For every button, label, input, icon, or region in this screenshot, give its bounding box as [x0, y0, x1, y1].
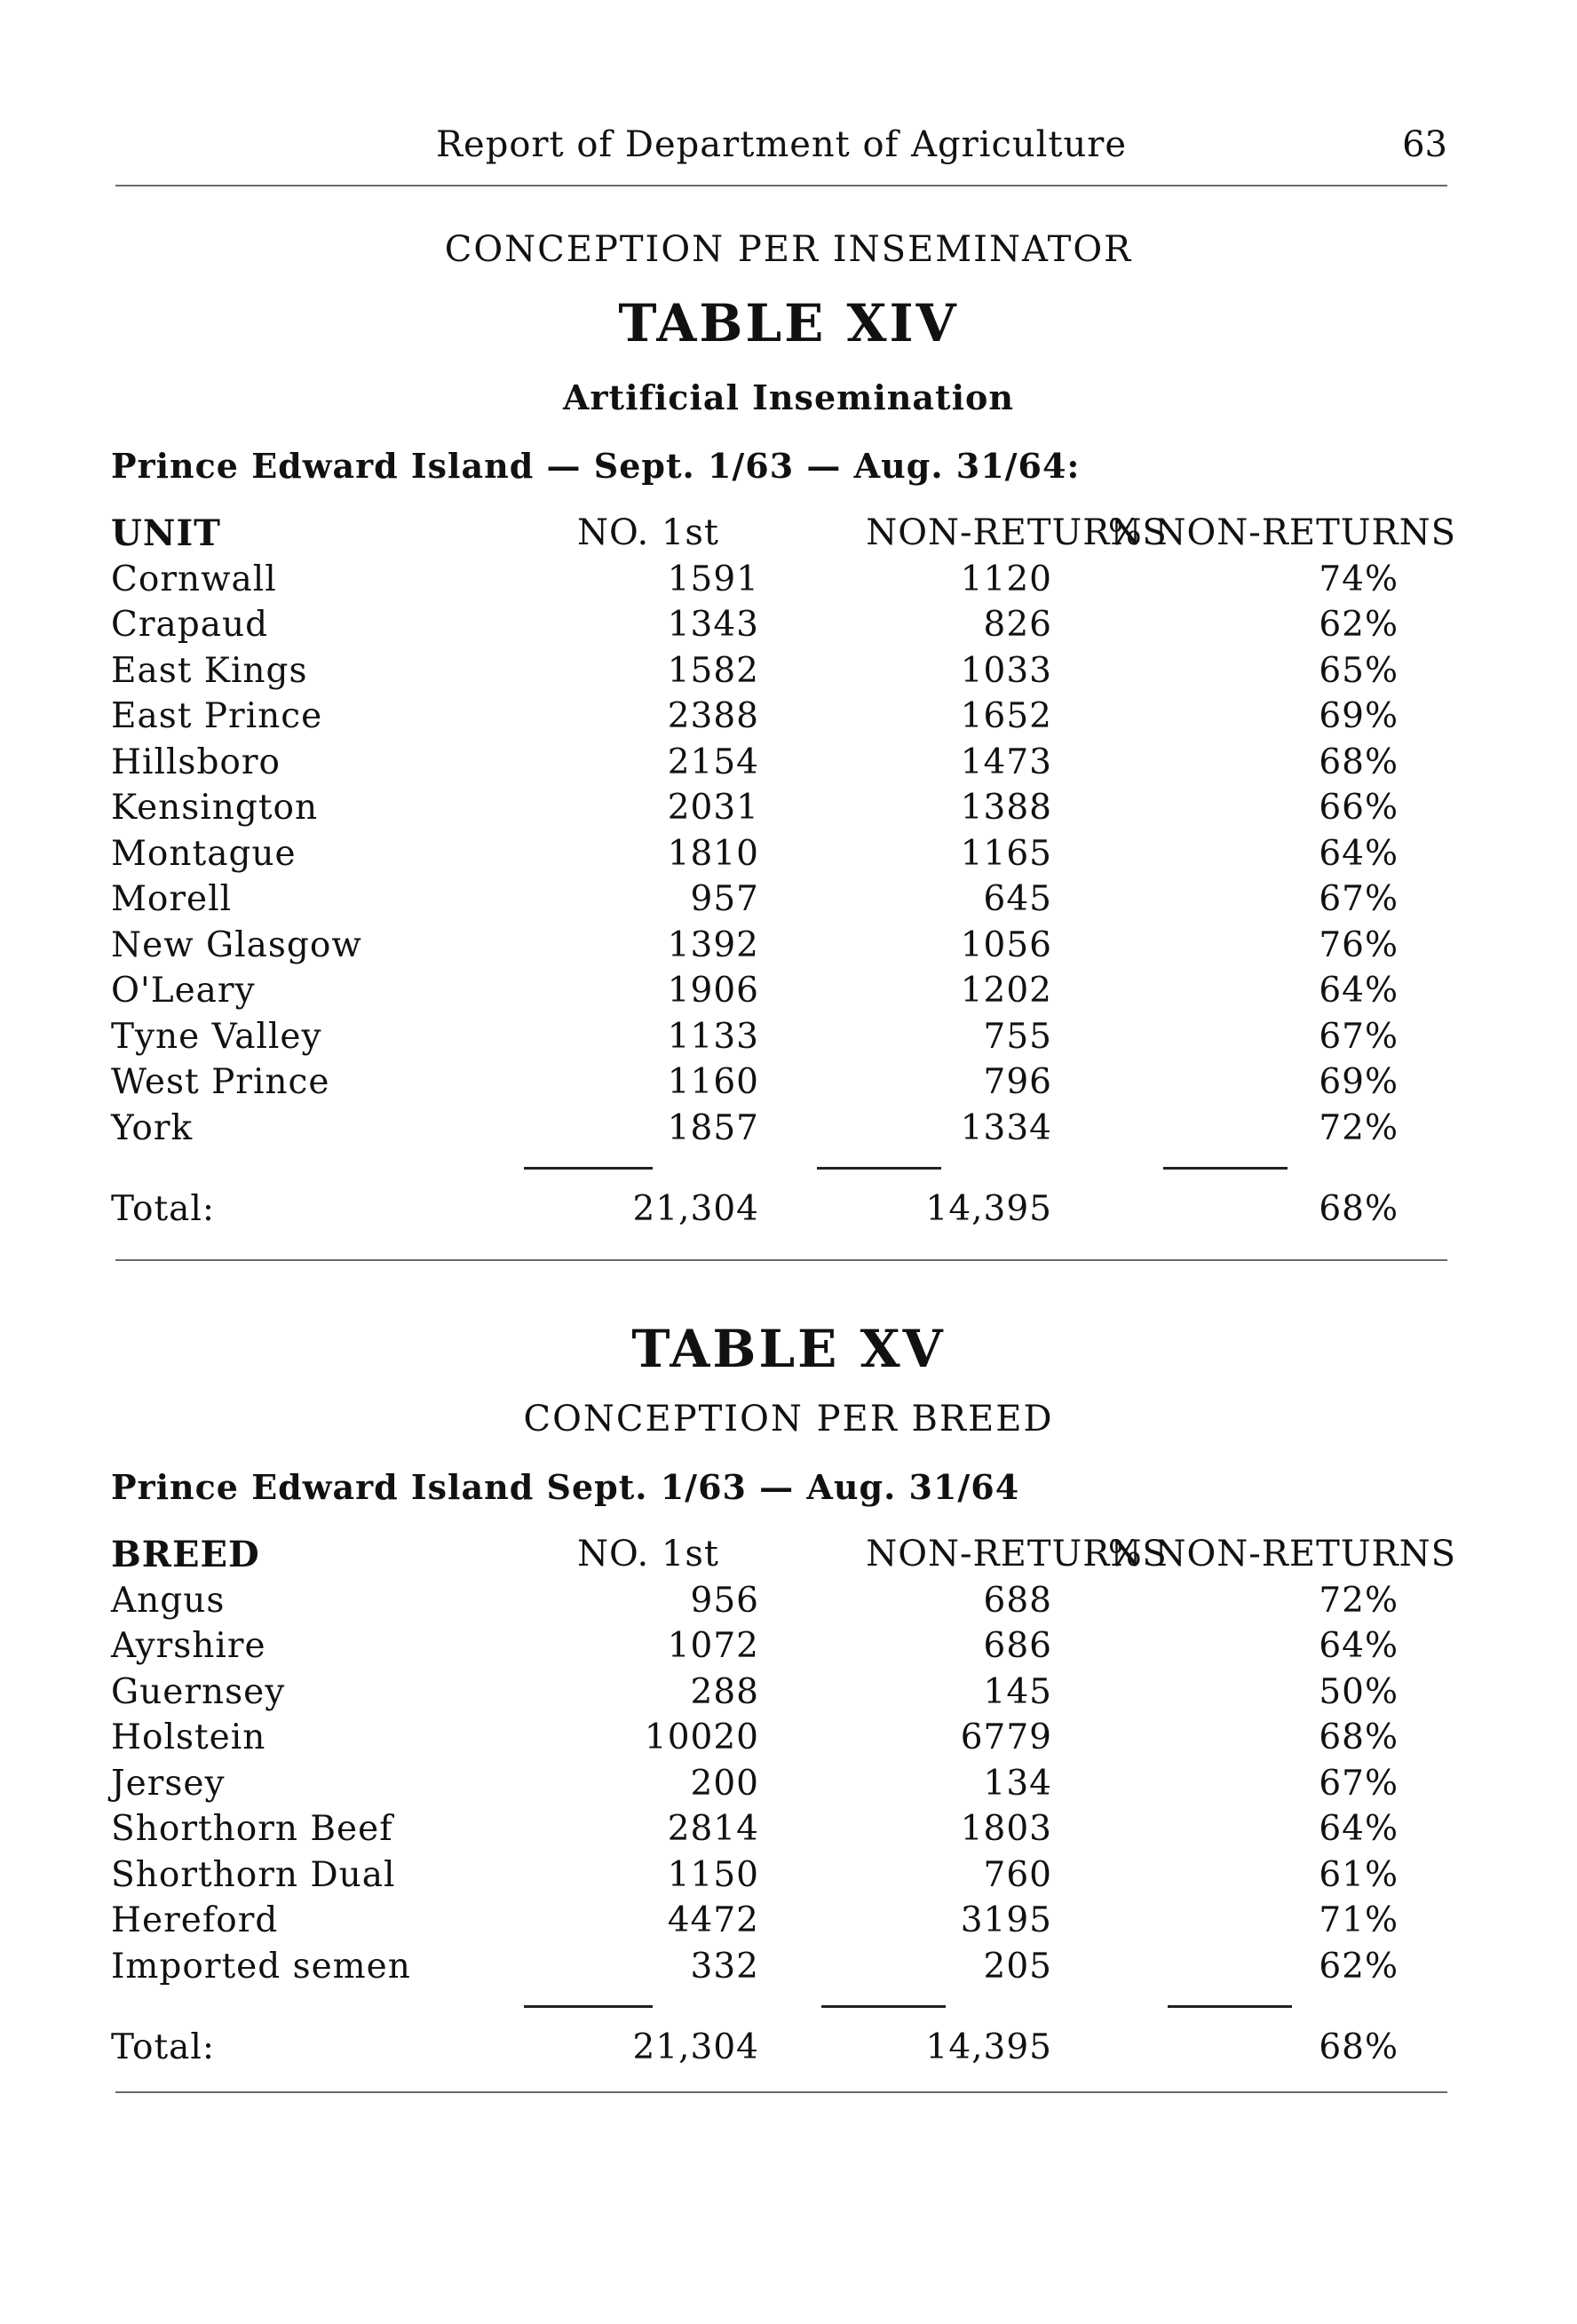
cell-no-1st: 956 [690, 1580, 759, 1621]
cell-no-1st: 332 [690, 1946, 759, 1987]
cell-no-1st: 1150 [667, 1854, 759, 1895]
cell-name: East Prince [111, 696, 323, 736]
column-header-breed: BREED [111, 1534, 260, 1575]
column-header-unit: UNIT [111, 512, 221, 554]
cell-no-1st: 1133 [667, 1016, 759, 1057]
cell-non-returns: 688 [983, 1580, 1052, 1621]
total-non-returns: 14,395 [925, 1189, 1052, 1229]
cell-no-1st: 1392 [667, 924, 759, 965]
table14-title: TABLE XIV [618, 293, 959, 353]
table15-bottom-rule [115, 2091, 1447, 2093]
table14-section-title: CONCEPTION PER INSEMINATOR [444, 229, 1133, 270]
column-header-no-1st: NO. 1st [577, 1534, 719, 1574]
cell-no-1st: 1160 [667, 1062, 759, 1102]
column-header-non-returns: NON-RETURNS [866, 512, 1168, 553]
cell-no-1st: 1591 [667, 559, 759, 599]
rule-pct [1168, 2005, 1292, 2008]
cell-non-returns: 760 [983, 1854, 1052, 1895]
table15-total-row [111, 2025, 1452, 2071]
cell-no-1st: 1072 [667, 1626, 759, 1666]
cell-non-returns: 145 [983, 1671, 1052, 1712]
cell-pct: 65% [1319, 650, 1399, 691]
cell-non-returns: 1120 [960, 559, 1052, 599]
table-row [111, 1059, 1452, 1106]
cell-pct: 67% [1319, 1763, 1399, 1804]
cell-name: Tyne Valley [111, 1016, 322, 1057]
cell-name: York [111, 1107, 194, 1148]
cell-pct: 67% [1319, 879, 1399, 919]
cell-non-returns: 796 [983, 1062, 1052, 1102]
cell-non-returns: 1202 [960, 971, 1052, 1011]
rule-no-1st [524, 2005, 653, 2008]
cell-non-returns: 1652 [960, 696, 1052, 736]
cell-name: Ayrshire [111, 1626, 266, 1666]
table-row [111, 740, 1452, 786]
table14-total-row [111, 1186, 1452, 1233]
table-row [111, 1944, 1452, 1990]
cell-non-returns: 3195 [960, 1900, 1052, 1940]
total-pct: 68% [1319, 1189, 1399, 1229]
table14-header-row [111, 511, 1456, 557]
cell-pct: 69% [1319, 696, 1399, 736]
cell-non-returns: 1056 [960, 924, 1052, 965]
cell-pct: 62% [1319, 605, 1399, 645]
cell-no-1st: 1857 [667, 1107, 759, 1148]
table-row [111, 694, 1452, 740]
header-rule [115, 185, 1447, 186]
cell-pct: 64% [1319, 971, 1399, 1011]
table-row [111, 831, 1452, 877]
column-header-pct-non-returns: % NON-RETURNS [1107, 1534, 1456, 1574]
cell-pct: 64% [1319, 833, 1399, 874]
cell-name: East Kings [111, 650, 308, 691]
cell-name: Angus [111, 1580, 226, 1621]
table-row [111, 648, 1452, 694]
cell-name: Crapaud [111, 605, 269, 645]
cell-no-1st: 10020 [644, 1717, 759, 1757]
cell-name: Cornwall [111, 559, 277, 599]
cell-pct: 64% [1319, 1626, 1399, 1666]
total-non-returns: 14,395 [925, 2027, 1052, 2067]
cell-no-1st: 1906 [667, 971, 759, 1011]
cell-pct: 66% [1319, 788, 1399, 828]
cell-pct: 68% [1319, 742, 1399, 782]
total-label: Total: [111, 2027, 216, 2067]
table15-region: Prince Edward Island Sept. 1/63 — Aug. 31/64 [111, 1467, 1020, 1507]
cell-non-returns: 1473 [960, 742, 1052, 782]
table-row [111, 923, 1452, 969]
table-row [111, 968, 1452, 1014]
table15-title: TABLE XV [631, 1319, 946, 1379]
table15-section-title: CONCEPTION PER BREED [523, 1399, 1054, 1440]
table-row [111, 876, 1452, 923]
cell-no-1st: 2154 [667, 742, 759, 782]
table-row [111, 1578, 1452, 1624]
cell-no-1st: 2814 [667, 1809, 759, 1849]
cell-non-returns: 755 [983, 1016, 1052, 1057]
cell-name: Holstein [111, 1717, 266, 1757]
cell-name: Shorthorn Beef [111, 1809, 393, 1849]
cell-pct: 61% [1319, 1854, 1399, 1895]
running-title: Report of Department of Agriculture [435, 124, 1128, 165]
cell-name: New Glasgow [111, 924, 362, 965]
cell-name: Morell [111, 879, 233, 919]
cell-name: Shorthorn Dual [111, 1854, 396, 1895]
cell-pct: 64% [1319, 1809, 1399, 1849]
table-row [111, 1761, 1452, 1807]
cell-non-returns: 6779 [960, 1717, 1052, 1757]
running-head [115, 124, 1447, 169]
table-row [111, 1852, 1452, 1899]
cell-name: Jersey [111, 1763, 226, 1804]
table14-region: Prince Edward Island — Sept. 1/63 — Aug. 31/64: [111, 446, 1081, 486]
cell-no-1st: 200 [690, 1763, 759, 1804]
cell-pct: 69% [1319, 1062, 1399, 1102]
cell-pct: 72% [1319, 1107, 1399, 1148]
cell-non-returns: 645 [983, 879, 1052, 919]
cell-pct: 71% [1319, 1900, 1399, 1940]
total-pct: 68% [1319, 2027, 1399, 2067]
table-row [111, 602, 1452, 648]
table-row [111, 1106, 1452, 1152]
table-row [111, 557, 1452, 603]
table14-subtitle: Artificial Insemination [563, 377, 1014, 417]
cell-pct: 74% [1319, 559, 1399, 599]
cell-no-1st: 957 [690, 879, 759, 919]
cell-name: O'Leary [111, 971, 256, 1011]
cell-non-returns: 826 [983, 605, 1052, 645]
cell-name: Montague [111, 833, 297, 874]
rule-non-returns [817, 1167, 941, 1170]
cell-name: West Prince [111, 1062, 330, 1102]
column-header-pct-non-returns: % NON-RETURNS [1107, 512, 1456, 553]
table-row [111, 1670, 1452, 1716]
cell-name: Kensington [111, 788, 319, 828]
table-row [111, 1806, 1452, 1852]
column-header-non-returns: NON-RETURNS [866, 1534, 1168, 1574]
table-row [111, 1623, 1452, 1670]
column-header-no-1st: NO. 1st [577, 512, 719, 553]
table15 [111, 1532, 1456, 2071]
cell-non-returns: 686 [983, 1626, 1052, 1666]
cell-non-returns: 134 [983, 1763, 1052, 1804]
cell-name: Hillsboro [111, 742, 281, 782]
cell-non-returns: 1803 [960, 1809, 1052, 1849]
cell-no-1st: 1343 [667, 605, 759, 645]
table14-body [111, 557, 1452, 1152]
cell-name: Guernsey [111, 1671, 286, 1712]
rule-pct [1163, 1167, 1288, 1170]
cell-pct: 62% [1319, 1946, 1399, 1987]
table14-total-rules [111, 1151, 1452, 1186]
cell-non-returns: 1388 [960, 788, 1052, 828]
table15-header-row [111, 1532, 1456, 1578]
table-row [111, 1715, 1452, 1761]
total-no-1st: 21,304 [632, 2027, 759, 2067]
page-number: 63 [1402, 124, 1447, 165]
cell-no-1st: 4472 [667, 1900, 759, 1940]
cell-pct: 72% [1319, 1580, 1399, 1621]
cell-name: Hereford [111, 1900, 279, 1940]
rule-non-returns [821, 2005, 946, 2008]
cell-non-returns: 1033 [960, 650, 1052, 691]
cell-no-1st: 2388 [667, 696, 759, 736]
rule-no-1st [524, 1167, 653, 1170]
cell-pct: 67% [1319, 1016, 1399, 1057]
cell-name: Imported semen [111, 1946, 411, 1987]
cell-no-1st: 1810 [667, 833, 759, 874]
cell-no-1st: 288 [690, 1671, 759, 1712]
table-row [111, 1898, 1452, 1944]
table14-bottom-rule [115, 1259, 1447, 1261]
total-no-1st: 21,304 [632, 1189, 759, 1229]
table14 [111, 511, 1456, 1233]
cell-no-1st: 1582 [667, 650, 759, 691]
cell-no-1st: 2031 [667, 788, 759, 828]
cell-non-returns: 1334 [960, 1107, 1052, 1148]
total-label: Total: [111, 1189, 216, 1229]
cell-pct: 50% [1319, 1671, 1399, 1712]
table15-total-rules [111, 1989, 1452, 2025]
cell-pct: 76% [1319, 924, 1399, 965]
cell-non-returns: 1165 [960, 833, 1052, 874]
table-row [111, 1014, 1452, 1060]
table-row [111, 785, 1452, 831]
cell-pct: 68% [1319, 1717, 1399, 1757]
cell-non-returns: 205 [983, 1946, 1052, 1987]
table15-body [111, 1578, 1452, 1990]
